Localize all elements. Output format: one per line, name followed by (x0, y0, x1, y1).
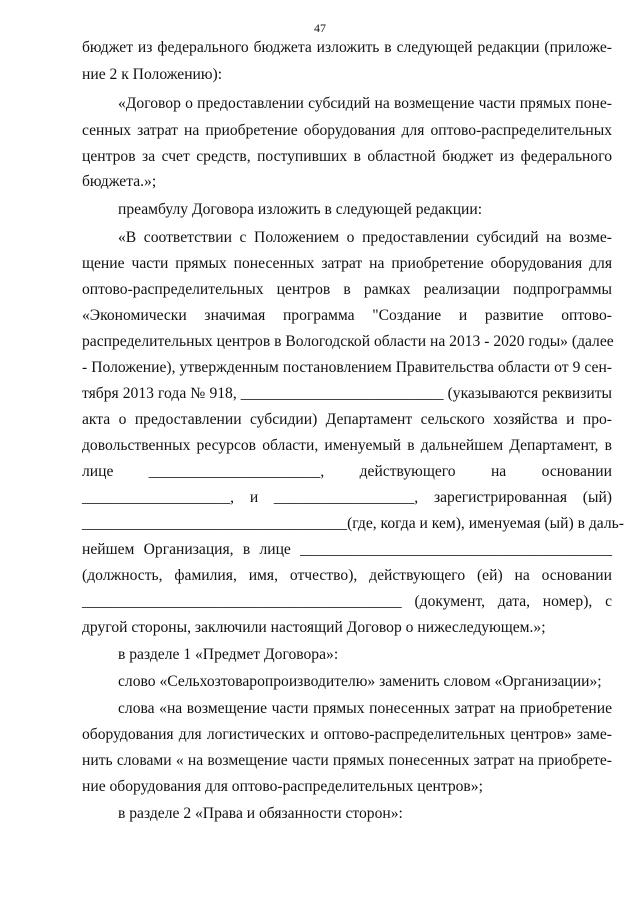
text-line: _________________________________________ (документ, дата, номер), с (82, 593, 612, 610)
text-line: в разделе 2 «Права и обязанности сторон»: (118, 805, 403, 822)
text-line: бюджет из федерального бюджета изложить в следующей редакции (приложе- (82, 39, 612, 56)
text-line: лице ______________________, действующего на основании (82, 463, 612, 480)
text-line: ние оборудования для оптово-распределительных центров»; (82, 778, 483, 795)
text-line: бюджета.»; (82, 173, 157, 190)
text-line: слова «на возмещение части прямых понесенных затрат на приобретение (118, 700, 612, 717)
text-line: ___________________, и __________________, зарегистрированная (ый) (82, 489, 612, 506)
text-line: акта о предоставлении субсидии) Департамент сельского хозяйства и про- (82, 411, 612, 428)
text-line: распределительных центров в Вологодской области на 2013 - 2020 годы» (далее (82, 333, 614, 350)
text-line: оборудования для логистических и оптово-распределительных центров» заме- (82, 726, 612, 743)
text-line: в разделе 1 «Предмет Договора»: (118, 646, 339, 663)
text-line: нить словами « на возмещение части прямых понесенных затрат на приобрете- (82, 752, 612, 769)
text-line: оптово-распределительных центров в рамках реализации подпрограммы (82, 281, 612, 298)
text-line: щение части прямых понесенных затрат на приобретение оборудования для (82, 255, 612, 272)
text-line: сенных затрат на приобретение оборудования для оптово-распределительных (82, 122, 612, 139)
text-line: «В соответствии с Положением о предоставлении субсидий на возме- (118, 229, 612, 246)
text-line: «Экономически значимая программа "Создание и развитие оптово- (82, 307, 612, 324)
text-line: нейшем Организация, в лице ________________________________________ (82, 541, 612, 558)
text-line: ние 2 к Положению): (82, 66, 223, 83)
text-line: центров за счет средств, поступивших в областной бюджет из федерального (82, 148, 612, 165)
text-line: другой стороны, заключили настоящий Договор о нижеследующем.»; (82, 619, 546, 636)
text-line: - Положение), утвержденным постановлением Правительства области от 9 сен- (82, 359, 612, 376)
text-line: (должность, фамилия, имя, отчество), действующего (ей) на основании (82, 567, 612, 584)
text-line: «Договор о предоставлении субсидий на возмещение части прямых понe- (118, 95, 612, 112)
text-line: преамбулу Договора изложить в следующей редакции: (118, 201, 483, 218)
text-line: __________________________________(где, когда и кем), именуемая (ый) в даль- (82, 515, 624, 532)
text-line: слово «Сельхозтоваропроизводителю» заменить словом «Организации»; (118, 673, 602, 690)
text-line: довольственных ресурсов области, именуемый в дальнейшем Департамент, в (82, 437, 612, 454)
text-line: тября 2013 года № 918, __________________________ (указываются реквизиты (82, 385, 612, 402)
page-number: 47 (314, 21, 326, 35)
